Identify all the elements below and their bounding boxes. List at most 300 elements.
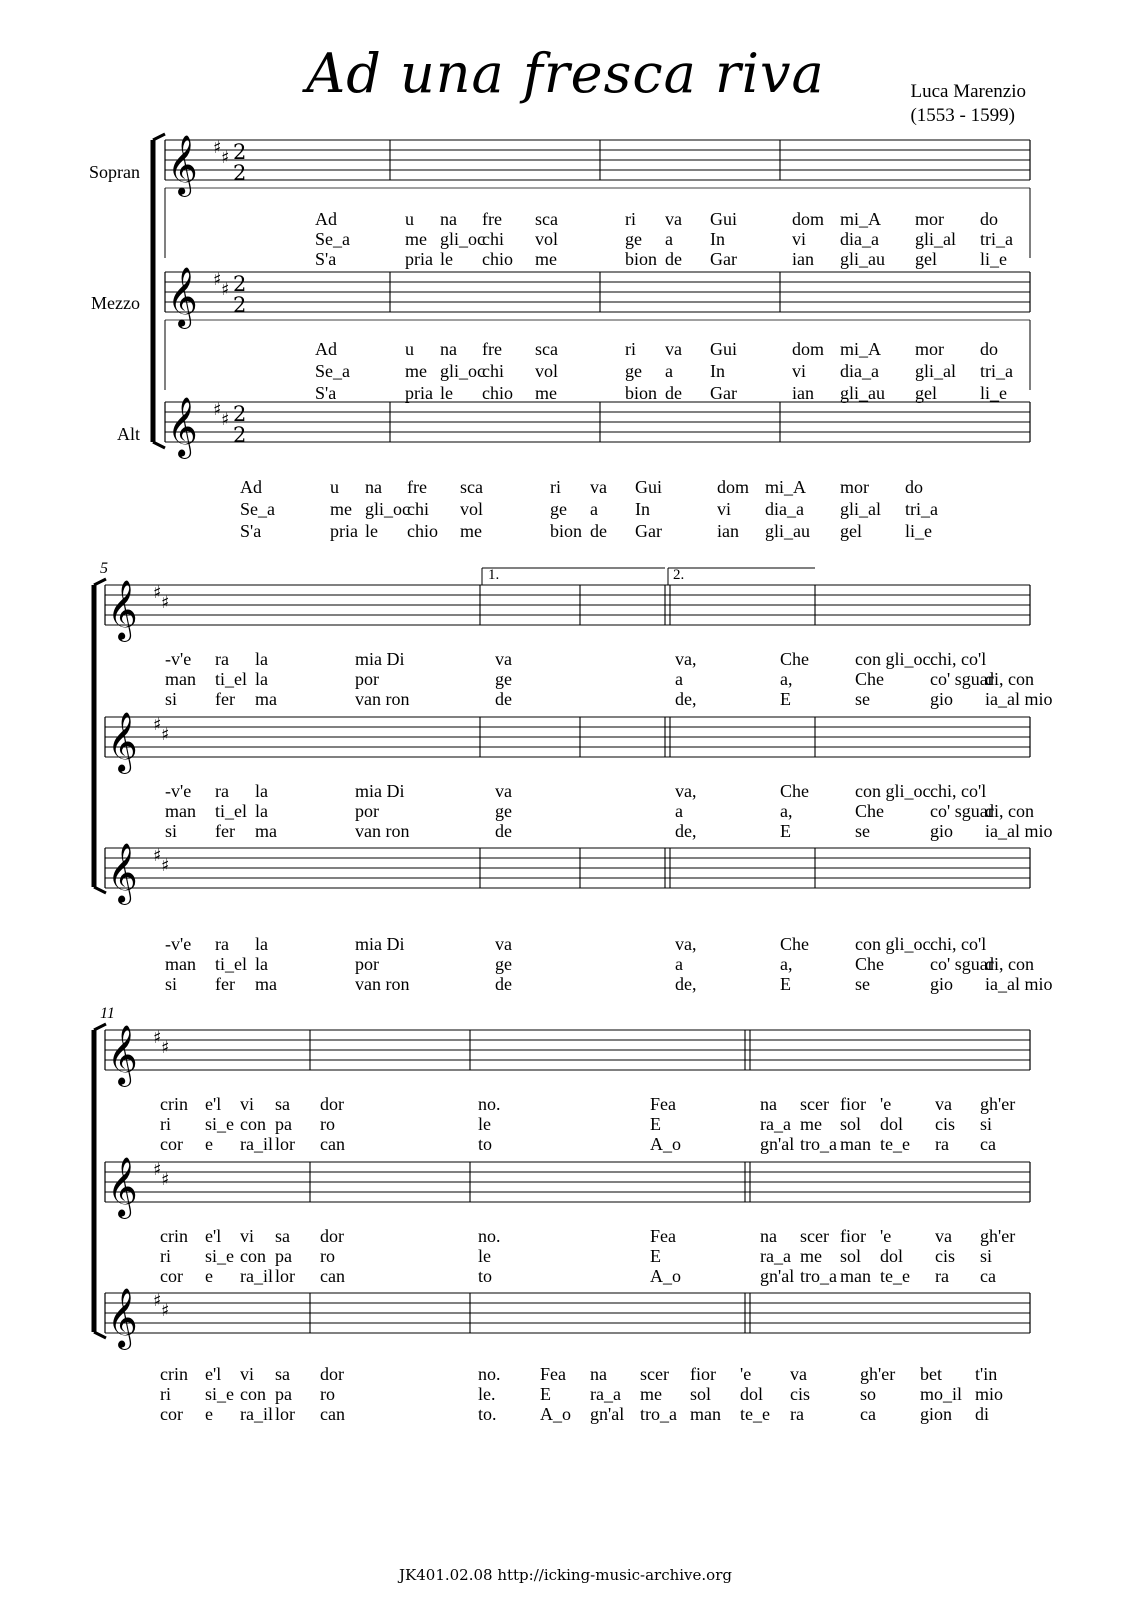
lyric-syllable: mio [975, 1384, 1004, 1404]
lyric-syllable: a, [780, 801, 793, 821]
lyric-syllable: bion [625, 383, 658, 403]
lyric-syllable: va [790, 1364, 807, 1384]
sharp-icon: ♯ [153, 1291, 162, 1311]
lyric-syllable: Fea [540, 1364, 566, 1384]
lyric-syllable: E [780, 974, 791, 994]
lyric-syllable: a [675, 801, 683, 821]
lyric-syllable: vol [460, 499, 484, 519]
lyric-syllable: va [495, 649, 512, 669]
time-sig-num: 2 [233, 272, 247, 296]
lyric-syllable: ra_il [240, 1404, 273, 1424]
lyric-syllable: fre [407, 477, 427, 497]
lyric-syllable: tri_a [980, 361, 1013, 381]
lyric-syllable: gio [930, 689, 954, 709]
lyric-syllable: e'l [205, 1094, 222, 1114]
lyric-syllable: E [650, 1114, 661, 1134]
lyric-syllable: co' sguar [930, 801, 994, 821]
lyric-syllable: ro [320, 1114, 335, 1134]
treble-clef-icon: 𝄞 [107, 1025, 138, 1085]
lyric-syllable: sca [535, 209, 558, 229]
lyric-syllable: de [495, 689, 512, 709]
lyric-syllable: con [240, 1246, 266, 1266]
lyric-syllable: ge [550, 499, 567, 519]
lyric-syllable: va, [675, 649, 697, 669]
lyric-syllable: fer [215, 689, 235, 709]
lyric-syllable: no. [478, 1094, 501, 1114]
lyric-syllable: ge [495, 954, 512, 974]
lyric-syllable: dia_a [765, 499, 804, 519]
lyric-syllable: Che [855, 669, 884, 689]
lyric-syllable: sa [275, 1094, 290, 1114]
lyric-syllable: chi, co'l [930, 649, 987, 669]
lyric-syllable: me [405, 361, 427, 381]
lyric-syllable: dia_a [840, 361, 879, 381]
lyric-syllable: Che [855, 801, 884, 821]
bracket-hook [94, 1332, 106, 1338]
treble-clef-icon: 𝄞 [107, 843, 138, 903]
lyric-syllable: fer [215, 821, 235, 841]
lyric-syllable: mia Di [355, 649, 405, 669]
lyric-syllable: de, [675, 689, 697, 709]
lyric-syllable: ra_il [240, 1134, 273, 1154]
lyric-syllable: di, con [985, 954, 1034, 974]
lyric-syllable: -v'e [165, 649, 192, 669]
lyric-syllable: In [710, 361, 725, 381]
lyric-syllable: vol [535, 361, 559, 381]
time-sig-num: 2 [233, 402, 247, 426]
lyric-syllable: t'in [975, 1364, 998, 1384]
lyric-syllable: ti_el [215, 801, 247, 821]
lyric-syllable: por [355, 669, 379, 689]
lyric-syllable: bet [920, 1364, 942, 1384]
lyric-syllable: cor [160, 1404, 183, 1424]
lyric-syllable: de [590, 521, 607, 541]
lyric-syllable: scer [640, 1364, 669, 1384]
lyric-syllable: fior [840, 1226, 866, 1246]
lyric-syllable: can [320, 1134, 345, 1154]
lyric-syllable: chio [407, 521, 438, 541]
sharp-icon: ♯ [161, 856, 170, 876]
lyric-syllable: gli_al [840, 499, 881, 519]
lyric-syllable: a, [780, 954, 793, 974]
lyric-syllable: E [780, 821, 791, 841]
lyric-syllable: ri [160, 1114, 171, 1134]
lyric-syllable: tri_a [980, 229, 1013, 249]
lyric-syllable: chi [482, 361, 504, 381]
lyric-syllable: na [365, 477, 382, 497]
lyric-syllable: lor [275, 1404, 295, 1424]
lyric-syllable: si [165, 689, 178, 709]
lyric-syllable: na [440, 209, 457, 229]
lyric-syllable: va [665, 339, 682, 359]
lyric-syllable: gn'al [760, 1134, 795, 1154]
lyric-syllable: gh'er [980, 1226, 1016, 1246]
lyric-syllable: ma [255, 974, 277, 994]
lyric-syllable: con [240, 1114, 266, 1134]
lyric-syllable: gion [920, 1404, 953, 1424]
lyric-syllable: cor [160, 1266, 183, 1286]
lyric-syllable: va [665, 209, 682, 229]
lyric-syllable: gli_al [915, 361, 956, 381]
lyric-syllable: de [495, 821, 512, 841]
lyric-syllable: co' sguar [930, 669, 994, 689]
lyric-syllable: Che [780, 781, 809, 801]
lyric-syllable: di, con [985, 801, 1034, 821]
lyric-syllable: a, [780, 669, 793, 689]
lyric-syllable: crin [160, 1094, 188, 1114]
lyric-syllable: chio [482, 249, 513, 269]
lyric-syllable: fior [690, 1364, 716, 1384]
lyric-syllable: Se_a [240, 499, 275, 519]
lyric-syllable: lor [275, 1134, 295, 1154]
lyric-syllable: vi [240, 1226, 255, 1246]
lyric-syllable: e [205, 1266, 213, 1286]
lyric-syllable: a [665, 361, 673, 381]
lyric-syllable: gio [930, 974, 954, 994]
lyric-syllable: mor [840, 477, 869, 497]
sharp-icon: ♯ [153, 1028, 162, 1048]
lyric-syllable: dol [880, 1114, 904, 1134]
lyric-syllable: Ad [240, 477, 262, 497]
lyric-syllable: va, [675, 934, 697, 954]
lyric-syllable: a [675, 954, 683, 974]
lyric-syllable: e'l [205, 1226, 222, 1246]
sharp-icon: ♯ [153, 1160, 162, 1180]
lyric-syllable: va [495, 781, 512, 801]
lyric-syllable: va, [675, 781, 697, 801]
lyric-syllable: Gui [710, 209, 737, 229]
lyric-syllable: li_e [980, 249, 1007, 269]
lyric-syllable: te_e [880, 1266, 910, 1286]
lyric-syllable: dia_a [840, 229, 879, 249]
lyric-syllable: ra [215, 934, 229, 954]
volta-1-label: 1. [488, 567, 500, 583]
sharp-icon: ♯ [213, 270, 222, 290]
lyric-syllable: Gui [635, 477, 662, 497]
lyric-syllable: mor [915, 209, 944, 229]
lyric-syllable: ca [860, 1404, 876, 1424]
lyric-syllable: Se_a [315, 229, 350, 249]
sharp-icon: ♯ [161, 725, 170, 745]
lyric-syllable: Fea [650, 1226, 676, 1246]
lyric-syllable: ma [255, 689, 277, 709]
lyric-syllable: gn'al [590, 1404, 625, 1424]
lyric-syllable: la [255, 934, 268, 954]
lyric-syllable: chio [482, 383, 513, 403]
lyric-syllable: S'a [315, 249, 337, 269]
lyric-syllable: mi_A [840, 339, 882, 359]
lyric-syllable: va [590, 477, 607, 497]
lyric-syllable: me [800, 1246, 822, 1266]
lyric-syllable: li_e [980, 383, 1007, 403]
footer-source: JK401.02.08 http://icking-music-archive.org [399, 1566, 732, 1584]
lyric-syllable: man [690, 1404, 721, 1424]
lyric-syllable: vol [535, 229, 559, 249]
lyric-syllable: man [165, 801, 196, 821]
bracket-hook [94, 887, 106, 893]
time-sig-den: 2 [233, 161, 247, 185]
lyric-syllable: na [760, 1226, 777, 1246]
lyric-syllable: crin [160, 1364, 188, 1384]
composer-dates: (1553 - 1599) [910, 105, 1015, 126]
lyric-syllable: vi [792, 229, 807, 249]
lyric-syllable: so [860, 1384, 877, 1404]
lyric-syllable: Fea [650, 1094, 676, 1114]
lyric-syllable: pria [405, 249, 433, 269]
lyric-syllable: tro_a [800, 1266, 837, 1286]
lyric-syllable: gn'al [760, 1266, 795, 1286]
piece-title: Ad una fresca riva [306, 42, 825, 105]
voice-label-mezzo: Mezzo [91, 293, 140, 313]
lyric-syllable: la [255, 954, 268, 974]
lyric-syllable: gli_au [840, 249, 885, 269]
lyric-syllable: man [840, 1266, 871, 1286]
lyric-syllable: va [935, 1226, 952, 1246]
lyric-syllable: se [855, 689, 870, 709]
lyric-syllable: va [495, 934, 512, 954]
bracket-hook [94, 1024, 106, 1030]
lyric-syllable: se [855, 821, 870, 841]
bracket-hook [153, 442, 165, 448]
lyric-syllable: dor [320, 1364, 344, 1384]
lyric-syllable: do [905, 477, 923, 497]
lyric-syllable: si [165, 974, 178, 994]
lyric-syllable: gli_au [840, 383, 885, 403]
lyric-syllable: can [320, 1404, 345, 1424]
lyric-syllable: con [240, 1384, 266, 1404]
treble-clef-icon: 𝄞 [107, 1157, 138, 1217]
lyric-syllable: le [478, 1114, 491, 1134]
lyric-syllable: chi, co'l [930, 781, 987, 801]
lyric-syllable: Che [855, 954, 884, 974]
lyric-syllable: bion [550, 521, 583, 541]
lyric-syllable: te_e [740, 1404, 770, 1424]
lyric-syllable: ca [980, 1134, 996, 1154]
lyric-syllable: ma [255, 821, 277, 841]
lyric-syllable: pria [405, 383, 433, 403]
lyric-syllable: sol [690, 1384, 712, 1404]
lyric-syllable: e [205, 1404, 213, 1424]
lyric-syllable: lor [275, 1266, 295, 1286]
lyric-syllable: ra [215, 781, 229, 801]
sharp-icon: ♯ [161, 1301, 170, 1321]
lyric-syllable: S'a [240, 521, 262, 541]
lyric-syllable: me [535, 249, 557, 269]
time-sig-den: 2 [233, 423, 247, 447]
lyric-syllable: cor [160, 1134, 183, 1154]
lyric-syllable: con gli_oc [855, 934, 931, 954]
lyric-syllable: ian [792, 383, 814, 403]
treble-clef-icon: 𝄞 [167, 397, 198, 457]
lyric-syllable: dom [717, 477, 750, 497]
lyric-syllable: Ad [315, 209, 337, 229]
lyric-syllable: sol [840, 1114, 862, 1134]
composer-name: Luca Marenzio [910, 81, 1026, 102]
lyric-syllable: na [440, 339, 457, 359]
lyric-syllable: gel [915, 383, 937, 403]
lyric-syllable: Gar [710, 249, 737, 269]
lyric-syllable: sol [840, 1246, 862, 1266]
lyric-syllable: va [935, 1094, 952, 1114]
lyric-syllable: u [405, 339, 414, 359]
time-sig-num: 2 [233, 140, 247, 164]
lyric-syllable: ge [495, 801, 512, 821]
lyric-syllable: le [440, 383, 453, 403]
lyric-syllable: gli_al [915, 229, 956, 249]
lyric-syllable: In [635, 499, 650, 519]
lyric-syllable: gio [930, 821, 954, 841]
lyric-syllable: me [640, 1384, 662, 1404]
lyric-syllable: chi, co'l [930, 934, 987, 954]
lyric-syllable: mi_A [765, 477, 807, 497]
lyric-syllable: de [665, 249, 682, 269]
treble-clef-icon: 𝄞 [107, 1288, 138, 1348]
voice-label-alt: Alt [116, 424, 140, 444]
lyric-syllable: gli_oc [440, 229, 485, 249]
lyric-syllable: mia Di [355, 781, 405, 801]
lyric-syllable: gel [915, 249, 937, 269]
lyric-syllable: Gar [710, 383, 737, 403]
lyric-syllable: mia Di [355, 934, 405, 954]
lyric-syllable: de [495, 974, 512, 994]
sharp-icon: ♯ [213, 400, 222, 420]
treble-clef-icon: 𝄞 [167, 267, 198, 327]
lyric-syllable: E [650, 1246, 661, 1266]
lyric-syllable: si_e [205, 1246, 234, 1266]
lyric-syllable: te_e [880, 1134, 910, 1154]
lyric-syllable: sca [460, 477, 483, 497]
lyric-syllable: la [255, 781, 268, 801]
lyric-syllable: ri [625, 209, 636, 229]
lyric-syllable: si_e [205, 1384, 234, 1404]
lyric-syllable: 'e [880, 1094, 892, 1114]
lyric-syllable: dor [320, 1226, 344, 1246]
lyric-syllable: mor [915, 339, 944, 359]
lyric-syllable: tro_a [640, 1404, 677, 1424]
sharp-icon: ♯ [153, 846, 162, 866]
lyric-syllable: ca [980, 1266, 996, 1286]
lyric-syllable: por [355, 801, 379, 821]
lyric-syllable: con gli_oc [855, 649, 931, 669]
lyric-syllable: do [980, 209, 998, 229]
lyric-syllable: ge [495, 669, 512, 689]
lyric-syllable: van ron [355, 689, 410, 709]
lyric-syllable: la [255, 649, 268, 669]
lyric-syllable: ra_il [240, 1266, 273, 1286]
lyric-syllable: In [710, 229, 725, 249]
sharp-icon: ♯ [161, 1170, 170, 1190]
lyric-syllable: di [975, 1404, 990, 1424]
lyric-syllable: ri [160, 1246, 171, 1266]
lyric-syllable: -v'e [165, 934, 192, 954]
lyric-syllable: di, con [985, 669, 1034, 689]
lyric-syllable: se [855, 974, 870, 994]
lyric-syllable: vi [717, 499, 732, 519]
lyric-syllable: E [780, 689, 791, 709]
lyric-syllable: fior [840, 1094, 866, 1114]
lyric-syllable: A_o [650, 1134, 681, 1154]
lyric-syllable: pa [275, 1384, 292, 1404]
lyric-syllable: Gar [635, 521, 662, 541]
lyric-syllable: vi [792, 361, 807, 381]
lyric-syllable: me [330, 499, 352, 519]
lyric-syllable: fre [482, 339, 502, 359]
lyric-syllable: crin [160, 1226, 188, 1246]
lyric-syllable: -v'e [165, 781, 192, 801]
lyric-syllable: ra [935, 1134, 949, 1154]
lyric-syllable: pa [275, 1246, 292, 1266]
lyric-syllable: e [205, 1134, 213, 1154]
lyric-syllable: con gli_oc [855, 781, 931, 801]
lyric-syllable: le [440, 249, 453, 269]
lyric-syllable: me [535, 383, 557, 403]
lyric-syllable: ian [792, 249, 814, 269]
sharp-icon: ♯ [153, 715, 162, 735]
lyric-syllable: si_e [205, 1114, 234, 1134]
lyric-syllable: sca [535, 339, 558, 359]
lyric-syllable: ra_a [760, 1246, 791, 1266]
lyric-syllable: man [840, 1134, 871, 1154]
sharp-icon: ♯ [221, 148, 230, 168]
lyric-syllable: mi_A [840, 209, 882, 229]
lyric-syllable: A_o [540, 1404, 571, 1424]
lyric-syllable: le [365, 521, 378, 541]
lyric-syllable: man [165, 669, 196, 689]
lyric-syllable: can [320, 1266, 345, 1286]
measure-number-11: 11 [100, 1005, 115, 1022]
lyric-syllable: van ron [355, 974, 410, 994]
lyric-syllable: de [665, 383, 682, 403]
lyric-syllable: ra [215, 649, 229, 669]
lyric-syllable: dol [740, 1384, 764, 1404]
lyric-syllable: dom [792, 209, 825, 229]
lyric-syllable: ri [625, 339, 636, 359]
lyric-syllable: S'a [315, 383, 337, 403]
lyric-syllable: ro [320, 1246, 335, 1266]
lyric-syllable: na [760, 1094, 777, 1114]
time-sig-den: 2 [233, 293, 247, 317]
lyric-syllable: gel [840, 521, 862, 541]
lyric-syllable: E [540, 1384, 551, 1404]
lyric-syllable: 'e [880, 1226, 892, 1246]
lyric-syllable: ia_al mio [985, 689, 1053, 709]
lyric-syllable: man [165, 954, 196, 974]
lyric-syllable: gli_au [765, 521, 810, 541]
lyric-syllable: fer [215, 974, 235, 994]
lyric-syllable: cis [790, 1384, 810, 1404]
treble-clef-icon: 𝄞 [167, 135, 198, 195]
lyric-syllable: dom [792, 339, 825, 359]
lyric-syllable: ro [320, 1384, 335, 1404]
lyric-syllable: me [460, 521, 482, 541]
lyric-syllable: tri_a [905, 499, 938, 519]
lyric-syllable: ia_al mio [985, 821, 1053, 841]
lyric-syllable: do [980, 339, 998, 359]
lyric-syllable: gh'er [980, 1094, 1016, 1114]
lyric-syllable: tro_a [800, 1134, 837, 1154]
lyric-syllable: to [478, 1266, 493, 1286]
lyric-syllable: cis [935, 1114, 955, 1134]
lyric-syllable: la [255, 669, 268, 689]
lyric-syllable: ri [160, 1384, 171, 1404]
lyric-syllable: ian [717, 521, 739, 541]
lyric-syllable: la [255, 801, 268, 821]
lyric-syllable: bion [625, 249, 658, 269]
lyric-syllable: u [405, 209, 414, 229]
lyric-syllable: sa [275, 1364, 290, 1384]
lyric-syllable: vi [240, 1094, 255, 1114]
lyric-syllable: to [478, 1134, 493, 1154]
